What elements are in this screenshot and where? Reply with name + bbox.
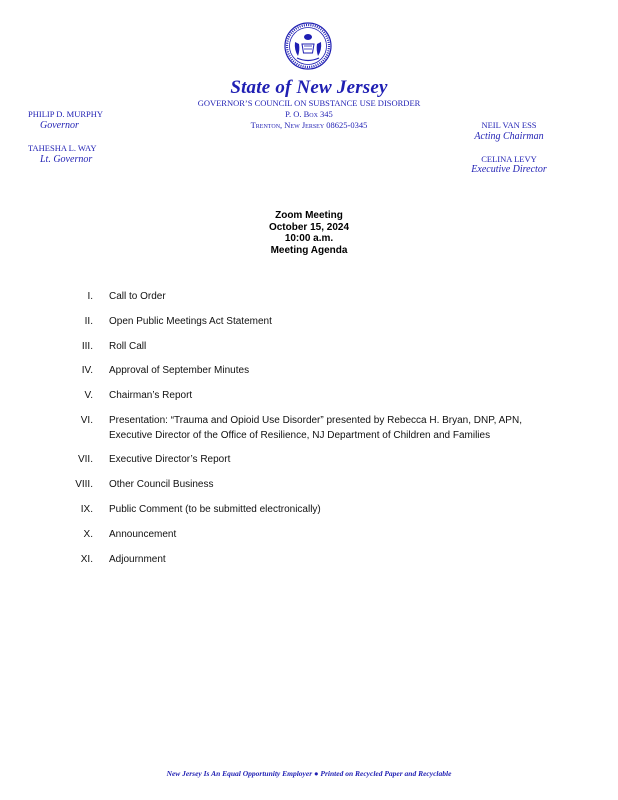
state-seal-icon xyxy=(284,22,332,70)
agenda-text: Call to Order xyxy=(109,291,166,302)
agenda-number: X. xyxy=(83,529,93,540)
agenda-number: IX. xyxy=(80,504,93,515)
governor-name: PHILIP D. MURPHY xyxy=(28,109,104,119)
agenda-number: IV. xyxy=(81,365,93,376)
agenda-number: VI. xyxy=(80,415,93,426)
council-name: GOVERNOR’S COUNCIL ON SUBSTANCE USE DISORDER xyxy=(197,98,421,108)
chair-title: Acting Chairman xyxy=(474,131,544,142)
meeting-date: October 15, 2024 xyxy=(268,221,350,233)
agenda-number: V. xyxy=(84,390,93,401)
governor-title: Governor xyxy=(40,120,79,131)
lt-governor-name: TAHESHA L. WAY xyxy=(28,143,97,153)
agenda-text: Other Council Business xyxy=(109,479,214,490)
meeting-header xyxy=(0,210,618,256)
agenda-text: Approval of September Minutes xyxy=(109,365,250,376)
lt-governor-title: Lt. Governor xyxy=(40,154,93,165)
agenda-text: Chairman’s Report xyxy=(109,390,193,401)
chair-name: NEIL VAN ESS xyxy=(481,120,537,130)
meeting-time: 10:00 a.m. xyxy=(284,233,334,244)
director-name: CELINA LEVY xyxy=(481,154,537,164)
agenda-number: XI. xyxy=(80,554,93,565)
agenda-text: Announcement xyxy=(109,529,177,540)
agenda-text: Roll Call xyxy=(109,341,147,352)
agenda-text: Adjournment xyxy=(109,554,166,565)
agenda-number: II. xyxy=(84,316,93,327)
agenda-text: Public Comment (to be submitted electronically) xyxy=(109,504,321,515)
agenda-text: Executive Director’s Report xyxy=(109,454,231,465)
agenda-number: VIII. xyxy=(75,479,93,490)
po-box: P. O. Box 345 xyxy=(285,109,333,119)
meeting-type: Zoom Meeting xyxy=(275,210,343,221)
agenda-text: Presentation: “Trauma and Opioid Use Disorder” presented by Rebecca H. Bryan, DNP, APN, xyxy=(109,415,522,426)
footer-text: New Jersey Is An Equal Opportunity Employer ● Printed on Recycled Paper and Recyclable xyxy=(166,769,452,778)
meeting-heading: Meeting Agenda xyxy=(270,244,348,256)
director-title: Executive Director xyxy=(471,164,547,175)
agenda-text: Open Public Meetings Act Statement xyxy=(109,316,272,327)
agenda-number: I. xyxy=(87,291,93,302)
agenda-number: VII. xyxy=(77,454,93,465)
agenda-text-continued: Executive Director of the Office of Resilience, NJ Department of Children and Families xyxy=(109,430,491,441)
city-line: Trenton, New Jersey 08625-0345 xyxy=(250,120,368,130)
state-title: State of New Jersey xyxy=(230,77,388,98)
agenda-number: III. xyxy=(81,341,93,352)
